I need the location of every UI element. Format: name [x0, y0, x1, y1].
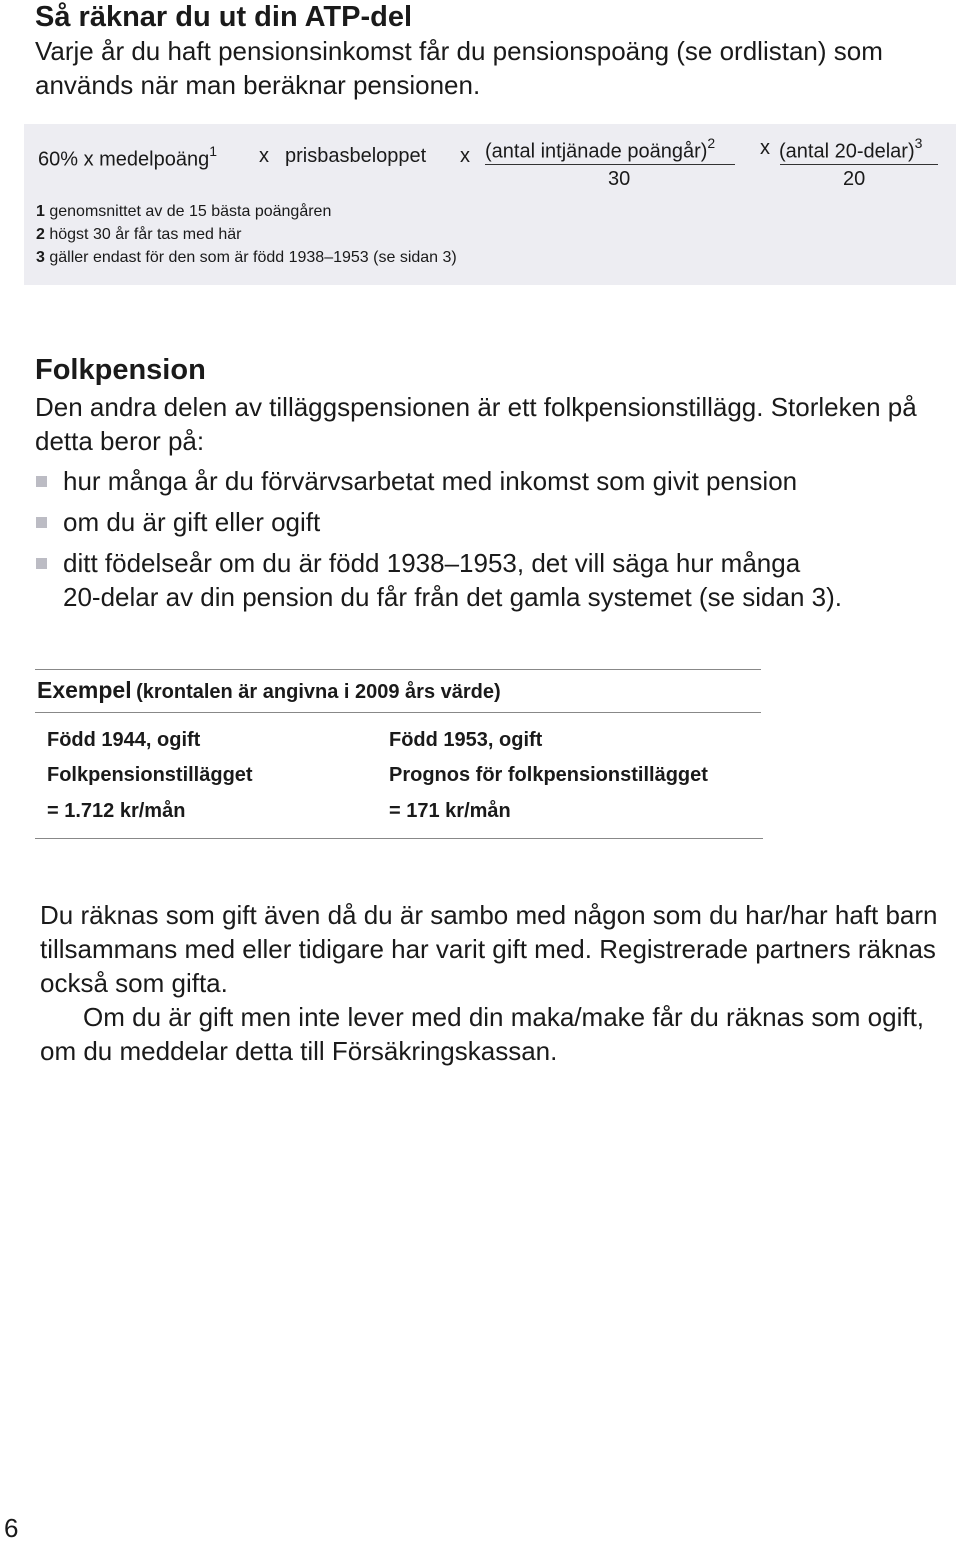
married-line-2: tillsammans med eller tidigare har varit gift med. Registrerade partners räknas — [40, 934, 936, 964]
example-subtitle: (krontalen är angivna i 2009 års värde) — [136, 681, 501, 703]
footnote-1-number: 1 — [36, 203, 45, 220]
bullet-text-1: hur många år du förvärvsarbetat med inkomst som givit pension — [63, 466, 798, 496]
formula-numerator-2 — [779, 137, 922, 164]
bullet-marker-3 — [36, 558, 47, 569]
bullet-text-2: om du är gift eller ogift — [63, 507, 321, 537]
footnote-3 — [36, 247, 457, 269]
fraction-line-2 — [780, 164, 938, 165]
footnote-2-number: 2 — [36, 226, 45, 243]
married-line-1: Du räknas som gift även då du är sambo med någon som du har/har haft barn — [40, 900, 938, 930]
bullet-marker-2 — [36, 517, 47, 528]
bullet-text-3-continued: 20-delar av din pension du får från det gamla systemet (se sidan 3). — [63, 582, 842, 612]
formula-x-3: x — [760, 137, 770, 159]
married-line-3: också som gifta. — [40, 968, 228, 998]
example-left-line-2: Folkpensionstillägget — [47, 764, 253, 786]
formula-x-2: x — [460, 145, 470, 167]
married-line-5: om du meddelar detta till Försäkringskassan. — [40, 1036, 558, 1066]
formula-denominator-1: 30 — [608, 168, 631, 190]
folkpension-intro-line-1: Den andra delen av tilläggspensionen är ett folkpensionstillägg. Storleken på — [35, 392, 917, 422]
married-line-4: Om du är gift men inte lever med din maka/make får du räknas som ogift, — [83, 1002, 925, 1032]
bullet-text-3: ditt födelseår om du är född 1938–1953, det vill säga hur många — [63, 548, 801, 578]
example-header-rule — [35, 712, 761, 713]
page-number: 6 — [4, 1513, 19, 1543]
example-header — [37, 677, 501, 704]
folkpension-heading: Folkpension — [35, 354, 206, 386]
footnote-3-number: 3 — [36, 249, 45, 266]
formula-num-1-text: (antal intjänade poängår) — [485, 140, 708, 163]
fraction-line-1 — [485, 164, 735, 165]
formula-medelpoang: 60% x medelpoäng — [38, 148, 210, 171]
atp-intro-line-1: Varje år du haft pensionsinkomst får du pensionspoäng (se ordlistan) som — [35, 36, 883, 66]
example-right-line-3: = 171 kr/mån — [389, 800, 511, 822]
formula-part-1 — [38, 145, 217, 172]
atp-intro-line-2: används när man beräknar pensionen. — [35, 70, 481, 100]
formula-sup-1: 1 — [209, 143, 218, 159]
atp-heading: Så räknar du ut din ATP-del — [35, 1, 413, 33]
formula-sup-3: 3 — [914, 135, 923, 151]
formula-denominator-2: 20 — [843, 168, 866, 190]
example-right-line-2: Prognos för folkpensionstillägget — [389, 764, 708, 786]
footnote-2 — [36, 224, 241, 246]
footnote-3-text: gäller endast för den som är född 1938–1953 (se sidan 3) — [49, 249, 457, 266]
formula-numerator-1 — [485, 137, 715, 164]
formula-x-1: x — [259, 145, 269, 167]
formula-prisbasbeloppet: prisbasbeloppet — [285, 145, 427, 167]
example-left-line-1: Född 1944, ogift — [47, 729, 201, 751]
example-bottom-rule — [35, 838, 763, 839]
example-title: Exempel — [37, 677, 132, 703]
footnote-2-text: högst 30 år får tas med här — [49, 226, 242, 243]
folkpension-intro-line-2: detta beror på: — [35, 426, 205, 456]
example-right-line-1: Född 1953, ogift — [389, 729, 543, 751]
example-top-rule — [35, 669, 761, 670]
formula-sup-2: 2 — [707, 135, 716, 151]
formula-num-2-text: (antal 20-delar) — [779, 140, 915, 163]
example-left-line-3: = 1.712 kr/mån — [47, 800, 186, 822]
bullet-marker-1 — [36, 476, 47, 487]
footnote-1-text: genomsnittet av de 15 bästa poängåren — [49, 203, 332, 220]
footnote-1 — [36, 201, 331, 223]
